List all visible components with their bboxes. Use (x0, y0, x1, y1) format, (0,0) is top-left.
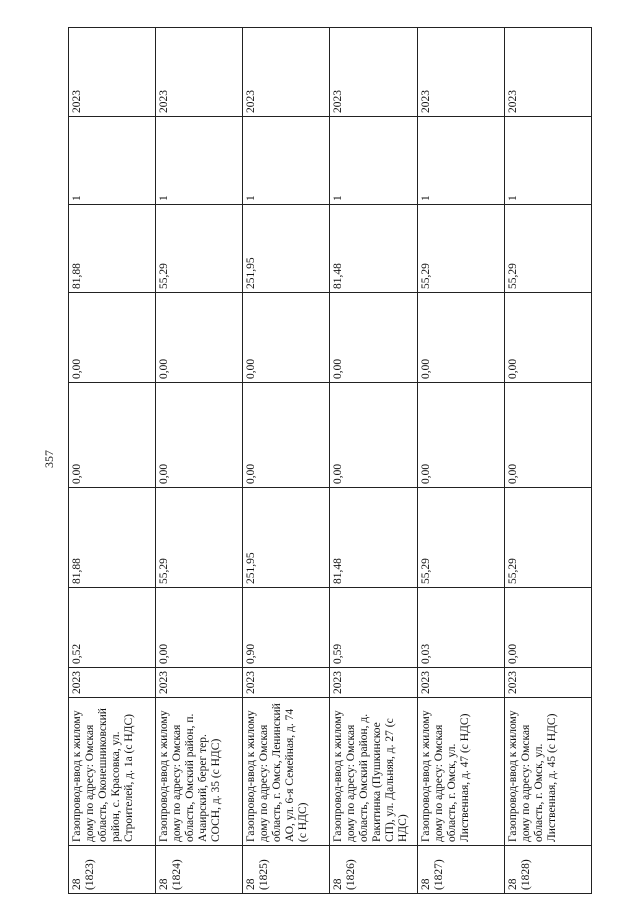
cell-year-start-text: 2023 (506, 90, 519, 113)
cell-value-1-text: 0,00 (506, 643, 519, 664)
cell-description-text: Газопровод-ввод к жилому дому по адресу: Омская область, Оконешниковский район, с. Красовка, ул. Строителей, д. 1а (с НДС) (71, 708, 135, 842)
cell-value-1 (330, 588, 417, 668)
cell-quantity-text: 1 (71, 195, 83, 201)
cell-value-4 (417, 293, 504, 383)
cell-description-text: Газопровод-ввод к жилому дому по адресу: Омская область, Омский район, д. Ракитинка (Пушкинское СП), ул. Дальняя, д. 27 (с НДС) (332, 710, 410, 842)
cell-number-text: 28 (506, 878, 519, 890)
cell-value-1 (243, 588, 330, 668)
cell-value-1-text: 0,52 (71, 643, 83, 664)
cell-year-text: 2023 (419, 671, 432, 694)
cell-year-start-text: 2023 (158, 90, 171, 113)
cell-description (504, 698, 591, 846)
cell-year-start-text: 2023 (71, 90, 83, 113)
cell-value-5-text: 81,88 (71, 263, 83, 289)
cell-value-3-text: 0,00 (158, 463, 171, 484)
cell-quantity-text: 1 (332, 195, 345, 201)
cell-value-2 (69, 488, 156, 588)
cell-value-5 (156, 205, 243, 293)
cell-number-text: (1824) (171, 859, 184, 890)
cell-description (417, 698, 504, 846)
cell-year-start (156, 28, 243, 117)
cell-year (243, 668, 330, 698)
cell-value-5 (504, 205, 591, 293)
cell-year-start-text: 2023 (419, 90, 432, 113)
cell-year (504, 668, 591, 698)
cell-value-3 (330, 383, 417, 488)
table-row (417, 28, 504, 894)
cell-value-4-text: 0,00 (332, 358, 345, 379)
cell-number-text: 28 (71, 878, 83, 890)
table-row (330, 28, 417, 894)
cell-number-text: (1823) (84, 859, 96, 890)
cell-year-text: 2023 (245, 671, 258, 694)
cell-year-start-text: 2023 (332, 90, 345, 113)
cell-value-3-text: 0,00 (71, 463, 83, 484)
cell-number-text: (1827) (432, 859, 445, 890)
cell-number-text: 28 (332, 878, 345, 890)
cell-value-3-text: 0,00 (245, 463, 258, 484)
cell-year-start (243, 28, 330, 117)
cell-value-5-text: 55,29 (506, 263, 519, 289)
cell-quantity-text: 1 (419, 195, 432, 201)
cell-value-4 (69, 293, 156, 383)
cell-value-5-text: 55,29 (158, 263, 171, 289)
cell-number-text: 28 (245, 878, 258, 890)
cell-value-2 (504, 488, 591, 588)
cell-number-text: (1828) (519, 859, 532, 890)
cell-year-text: 2023 (506, 671, 519, 694)
cell-value-3-text: 0,00 (332, 463, 345, 484)
cell-value-3 (504, 383, 591, 488)
cell-year-start (330, 28, 417, 117)
cell-value-5 (243, 205, 330, 293)
cell-value-2-text: 55,29 (158, 558, 171, 584)
cell-year-start (69, 28, 156, 117)
cell-value-5 (330, 205, 417, 293)
cell-quantity (156, 117, 243, 205)
cell-value-4 (330, 293, 417, 383)
cell-number (243, 846, 330, 894)
cell-value-1-text: 0,90 (245, 643, 258, 664)
table-row (69, 28, 156, 894)
cell-value-1-text: 0,00 (158, 643, 171, 664)
cell-description (243, 698, 330, 846)
cell-quantity (330, 117, 417, 205)
cell-value-3 (69, 383, 156, 488)
cell-value-5 (417, 205, 504, 293)
cell-year-start-text: 2023 (245, 90, 258, 113)
cell-value-5 (69, 205, 156, 293)
cell-quantity (69, 117, 156, 205)
cell-quantity (243, 117, 330, 205)
cell-year (69, 668, 156, 698)
cell-value-4-text: 0,00 (71, 358, 83, 379)
page-number: 357 (42, 450, 56, 468)
cell-value-2-text: 251,95 (245, 552, 258, 584)
cell-number (330, 846, 417, 894)
cell-quantity (504, 117, 591, 205)
cell-number (417, 846, 504, 894)
cell-number (69, 846, 156, 894)
cell-value-2 (330, 488, 417, 588)
cell-value-2-text: 55,29 (419, 558, 432, 584)
cell-year-start (417, 28, 504, 117)
data-table (68, 27, 592, 894)
table-row (156, 28, 243, 894)
cell-value-4-text: 0,00 (158, 358, 171, 379)
cell-value-1 (69, 588, 156, 668)
cell-number (504, 846, 591, 894)
cell-value-3-text: 0,00 (419, 463, 432, 484)
cell-value-2-text: 81,88 (71, 558, 83, 584)
cell-value-3 (417, 383, 504, 488)
cell-number-text: (1825) (258, 859, 271, 890)
cell-year (417, 668, 504, 698)
cell-year-text: 2023 (71, 671, 83, 694)
cell-description (330, 698, 417, 846)
cell-year-start (504, 28, 591, 117)
cell-description-text: Газопровод-ввод к жилому дому по адресу: Омская область, Омский район, п. Ачаирский, берег тер. СОСН, д. 35 (с НДС) (158, 710, 223, 842)
cell-quantity-text: 1 (245, 195, 258, 201)
cell-value-2 (243, 488, 330, 588)
cell-value-1 (504, 588, 591, 668)
cell-value-5-text: 81,48 (332, 263, 345, 289)
cell-value-5-text: 55,29 (419, 263, 432, 289)
cell-value-2 (156, 488, 243, 588)
cell-value-1 (156, 588, 243, 668)
cell-number-text: (1826) (345, 859, 358, 890)
cell-number (156, 846, 243, 894)
cell-value-4-text: 0,00 (245, 358, 258, 379)
cell-quantity (417, 117, 504, 205)
cell-value-4 (156, 293, 243, 383)
cell-value-1 (417, 588, 504, 668)
cell-description-text: Газопровод-ввод к жилому дому по адресу: Омская область, г. Омск, Ленинский АО, ул. 6-я Семейная, д. 74 (с НДС) (245, 703, 310, 842)
cell-number-text: 28 (419, 878, 432, 890)
cell-value-4 (243, 293, 330, 383)
cell-year (156, 668, 243, 698)
cell-year (330, 668, 417, 698)
cell-value-2 (417, 488, 504, 588)
cell-value-4-text: 0,00 (506, 358, 519, 379)
cell-value-1-text: 0,03 (419, 643, 432, 664)
cell-year-text: 2023 (332, 671, 345, 694)
table-row (243, 28, 330, 894)
cell-quantity-text: 1 (506, 195, 519, 201)
cell-value-2-text: 55,29 (506, 558, 519, 584)
cell-description (156, 698, 243, 846)
cell-description-text: Газопровод-ввод к жилому дому по адресу: Омская область, г. Омск, ул. Лиственная, д. 45 (с НДС) (506, 710, 558, 842)
cell-value-3-text: 0,00 (506, 463, 519, 484)
cell-description (69, 698, 156, 846)
cell-value-4 (504, 293, 591, 383)
cell-value-2-text: 81,48 (332, 558, 345, 584)
table-container (68, 28, 592, 894)
table-row (504, 28, 591, 894)
cell-value-5-text: 251,95 (245, 257, 258, 289)
cell-quantity-text: 1 (158, 195, 171, 201)
cell-value-3 (243, 383, 330, 488)
cell-value-4-text: 0,00 (419, 358, 432, 379)
cell-value-3 (156, 383, 243, 488)
cell-year-text: 2023 (158, 671, 171, 694)
cell-description-text: Газопровод-ввод к жилому дому по адресу: Омская область, г. Омск, ул. Лиственная, д. 47 (с НДС) (419, 710, 471, 842)
cell-value-1-text: 0,59 (332, 643, 345, 664)
cell-number-text: 28 (158, 878, 171, 890)
